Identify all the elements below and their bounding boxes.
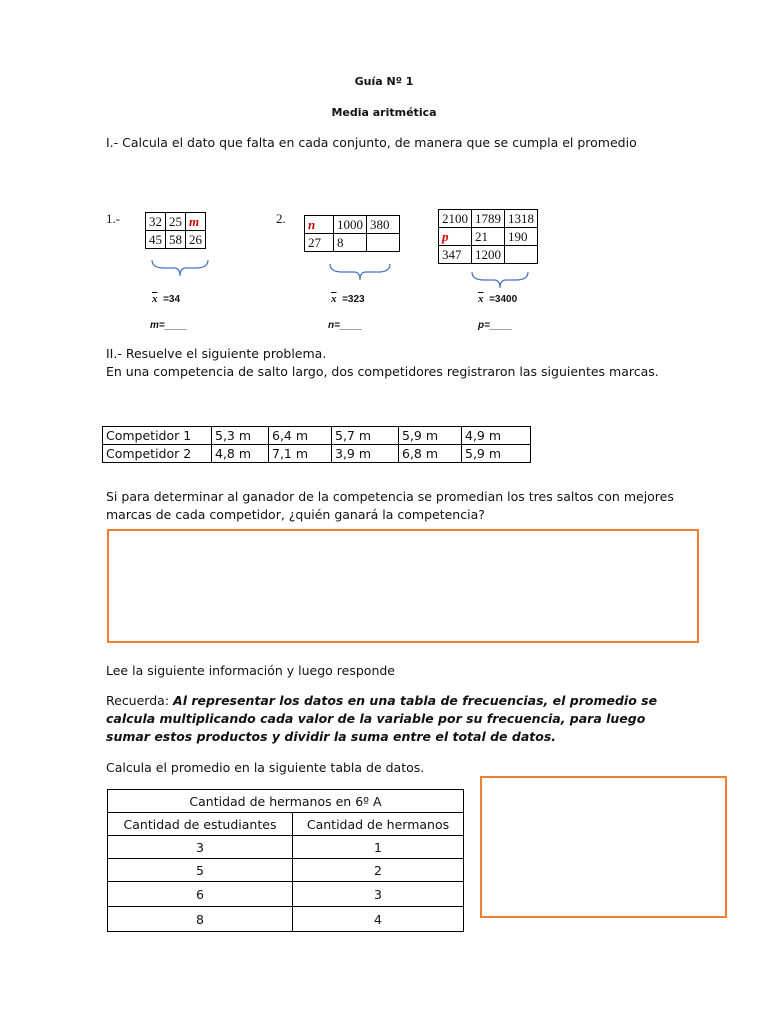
set2-cell: 380 [367,216,400,234]
competitor-name: Competidor 1 [103,427,212,445]
set3-cell: 2100 [439,210,472,228]
set2-brace-icon [328,262,392,284]
table-row [108,882,464,907]
set1-number: 1.- [106,211,121,226]
xbar-symbol: $\overline{x}$ [152,293,158,305]
jump-cell: 6,8 m [399,445,462,463]
set1-cell: 45 [146,231,166,249]
set2-cell: 1000 [334,216,367,234]
jump-cell: 7,1 m [269,445,332,463]
part3-lead: Lee la siguiente información y luego responde [106,663,395,678]
xbar-symbol: $\overline{x}$ [331,293,337,305]
set1-cell: 26 [186,231,206,249]
frequency-table-title: Cantidad de hermanos en 6º A [108,790,464,813]
set3-mean [478,293,517,305]
answer-box-average[interactable] [480,776,727,918]
set3-mean-value: =3400 [489,294,518,305]
column-header: Cantidad de hermanos [293,813,464,836]
set3-cell: 1789 [472,210,505,228]
competitors-table [102,426,531,463]
part1-instruction: I.- Calcula el dato que falta en cada conjunto, de manera que se cumpla el promedio [106,135,637,150]
set3-cell: 21 [472,228,505,246]
set2-cell: 27 [305,234,334,252]
xbar-symbol: $\overline{x}$ [478,293,484,305]
set3-cell: 190 [505,228,538,246]
set1-cell: 32 [146,213,166,231]
set2-mean [331,293,365,305]
set3-empty-cell [505,246,538,264]
part2-question: Si para determinar al ganador de la competencia se promedian los tres saltos con mejores marcas de cada competidor, ¿quién ganará la competencia? [106,489,674,522]
set1-brace-icon [150,258,210,280]
table-cell: 6 [108,882,293,907]
table-cell: 8 [108,907,293,932]
part2-instruction-2: En una competencia de salto largo, dos competidores registraron las siguientes marcas. [106,364,659,379]
jump-cell: 3,9 m [332,445,399,463]
set3-brace-icon [470,270,530,292]
jump-cell: 6,4 m [269,427,332,445]
table-row [108,836,464,859]
table-cell: 1 [293,836,464,859]
column-header: Cantidad de estudiantes [108,813,293,836]
calc-instruction: Calcula el promedio en la siguiente tabla de datos. [106,760,425,775]
set2-table [304,215,400,252]
set3-table [438,209,538,264]
jump-cell: 5,3 m [212,427,269,445]
set3-cell: 1318 [505,210,538,228]
jump-cell: 5,9 m [462,445,531,463]
table-cell: 4 [293,907,464,932]
jump-cell: 5,7 m [332,427,399,445]
set2-number: 2. [276,211,286,226]
set3-unknown-cell: p [439,228,472,246]
set1-mean-value: =34 [163,294,181,305]
set2-empty-cell [367,234,400,252]
set3-answer: p=____ [478,320,513,331]
table-cell: 3 [293,882,464,907]
jump-cell: 5,9 m [399,427,462,445]
remember-note [106,692,666,746]
answer-box-competition[interactable] [107,529,699,643]
remember-label: Recuerda: [106,693,170,708]
table-cell: 3 [108,836,293,859]
table-row [103,445,531,463]
set3-cell: 1200 [472,246,505,264]
set2-unknown-cell: n [305,216,334,234]
set1-answer: m=____ [150,320,187,331]
part2-instruction-1: II.- Resuelve el siguiente problema. [106,346,327,361]
guide-title: Guía Nº 1 [354,75,414,88]
frequency-table [107,789,464,932]
set1-cell: 58 [166,231,186,249]
set1-unknown-cell: m [186,213,206,231]
remember-text: Al representar los datos en una tabla de frecuencias, el promedio se calcula multiplicando cada valor de la variable por su frecuencia, para luego sumar estos productos y dividir la suma entre el total de datos. [106,693,658,744]
set2-answer: n=____ [328,320,363,331]
table-row [108,859,464,882]
set1-mean [152,293,180,305]
set1-table [145,212,206,249]
set1-cell: 25 [166,213,186,231]
jump-cell: 4,9 m [462,427,531,445]
competitor-name: Competidor 2 [103,445,212,463]
table-cell: 5 [108,859,293,882]
jump-cell: 4,8 m [212,445,269,463]
set2-cell: 8 [334,234,367,252]
guide-subtitle: Media aritmética [331,106,437,119]
set3-cell: 347 [439,246,472,264]
set2-mean-value: =323 [342,294,365,305]
table-cell: 2 [293,859,464,882]
table-row [108,907,464,932]
table-row [103,427,531,445]
